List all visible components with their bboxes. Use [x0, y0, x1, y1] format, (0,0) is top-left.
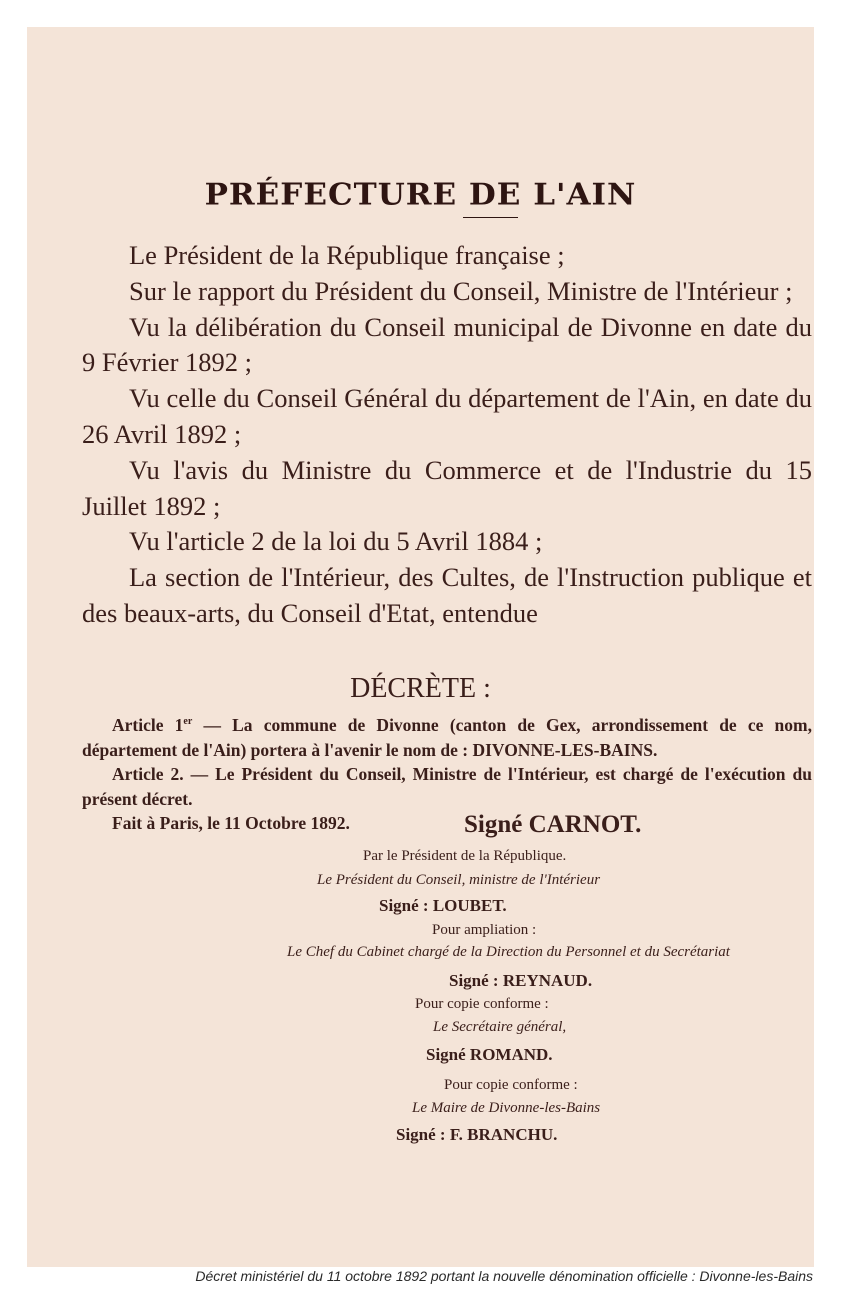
maire-de-divonne: Le Maire de Divonne-les-Bains — [412, 1100, 601, 1116]
signature-romand: Signé ROMAND. — [426, 1045, 553, 1064]
pour-copie-conforme-2: Pour copie conforme : — [444, 1077, 578, 1093]
article-1-sup: er — [183, 716, 193, 727]
par-le-president: Par le Président de la République. — [363, 848, 567, 864]
preamble-line-conseil-municipal: Vu la délibération du Conseil municipal de Divonne en date du 9 Février 1892 ; — [82, 311, 812, 378]
pour-ampliation: Pour ampliation : — [432, 922, 537, 938]
president-du-conseil: Le Président du Conseil, ministre de l'Intérieur — [317, 872, 601, 888]
articles — [82, 710, 812, 836]
preamble-line-rapport: Sur le rapport du Président du Conseil, Ministre de l'Intérieur ; — [129, 275, 793, 306]
article-2: Article 2. — Le Président du Conseil, Ministre de l'Intérieur, est chargé de l'exécution du présent décret. — [82, 764, 812, 809]
fait-a-paris: Fait à Paris, le 11 Octobre 1892. — [112, 813, 350, 833]
preamble-line-conseil-etat: La section de l'Intérieur, des Cultes, de l'Instruction publique et des beaux-arts, du Conseil d'Etat, entendue — [82, 562, 812, 628]
article-1-label: Article 1 — [112, 715, 184, 735]
signature-branchu: Signé : F. BRANCHU. — [396, 1125, 558, 1144]
preamble — [82, 238, 812, 632]
document-title: PRÉFECTURE DE L'AIN — [204, 177, 637, 213]
article-1 — [82, 710, 812, 762]
image-caption: Décret ministériel du 11 octobre 1892 portant la nouvelle dénomination officielle : Divonne-les-Bains — [195, 1268, 813, 1284]
preamble-line-conseil-general: Vu celle du Conseil Général du département de l'Ain, en date du 26 Avril 1892 ; — [82, 383, 812, 449]
pour-copie-conforme-1: Pour copie conforme : — [415, 996, 549, 1012]
title-underline — [463, 217, 518, 218]
preamble-line-loi: Vu l'article 2 de la loi du 5 Avril 1884 ; — [129, 526, 543, 557]
chef-du-cabinet: Le Chef du Cabinet chargé de la Direction du Personnel et du Secrétariat — [287, 944, 730, 960]
signature-carnot: Signé CARNOT. — [464, 811, 642, 838]
signature-loubet: Signé : LOUBET. — [379, 896, 507, 915]
preamble-line-president: Le Président de la République française ; — [129, 240, 565, 270]
preamble-line-ministre-commerce: Vu l'avis du Ministre du Commerce et de l'Industrie du 15 Juillet 1892 ; — [82, 454, 812, 521]
secretaire-general: Le Secrétaire général, — [433, 1019, 567, 1035]
decrete-heading: DÉCRÈTE : — [350, 673, 491, 704]
decree-sheet — [27, 27, 814, 1267]
signature-reynaud: Signé : REYNAUD. — [449, 971, 593, 990]
article-1-text: — La commune de Divonne (canton de Gex, arrondissement de ce nom, département de l'Ain) portera à l'avenir le nom de : DIVONNE-LES-BAINS. — [82, 715, 812, 760]
